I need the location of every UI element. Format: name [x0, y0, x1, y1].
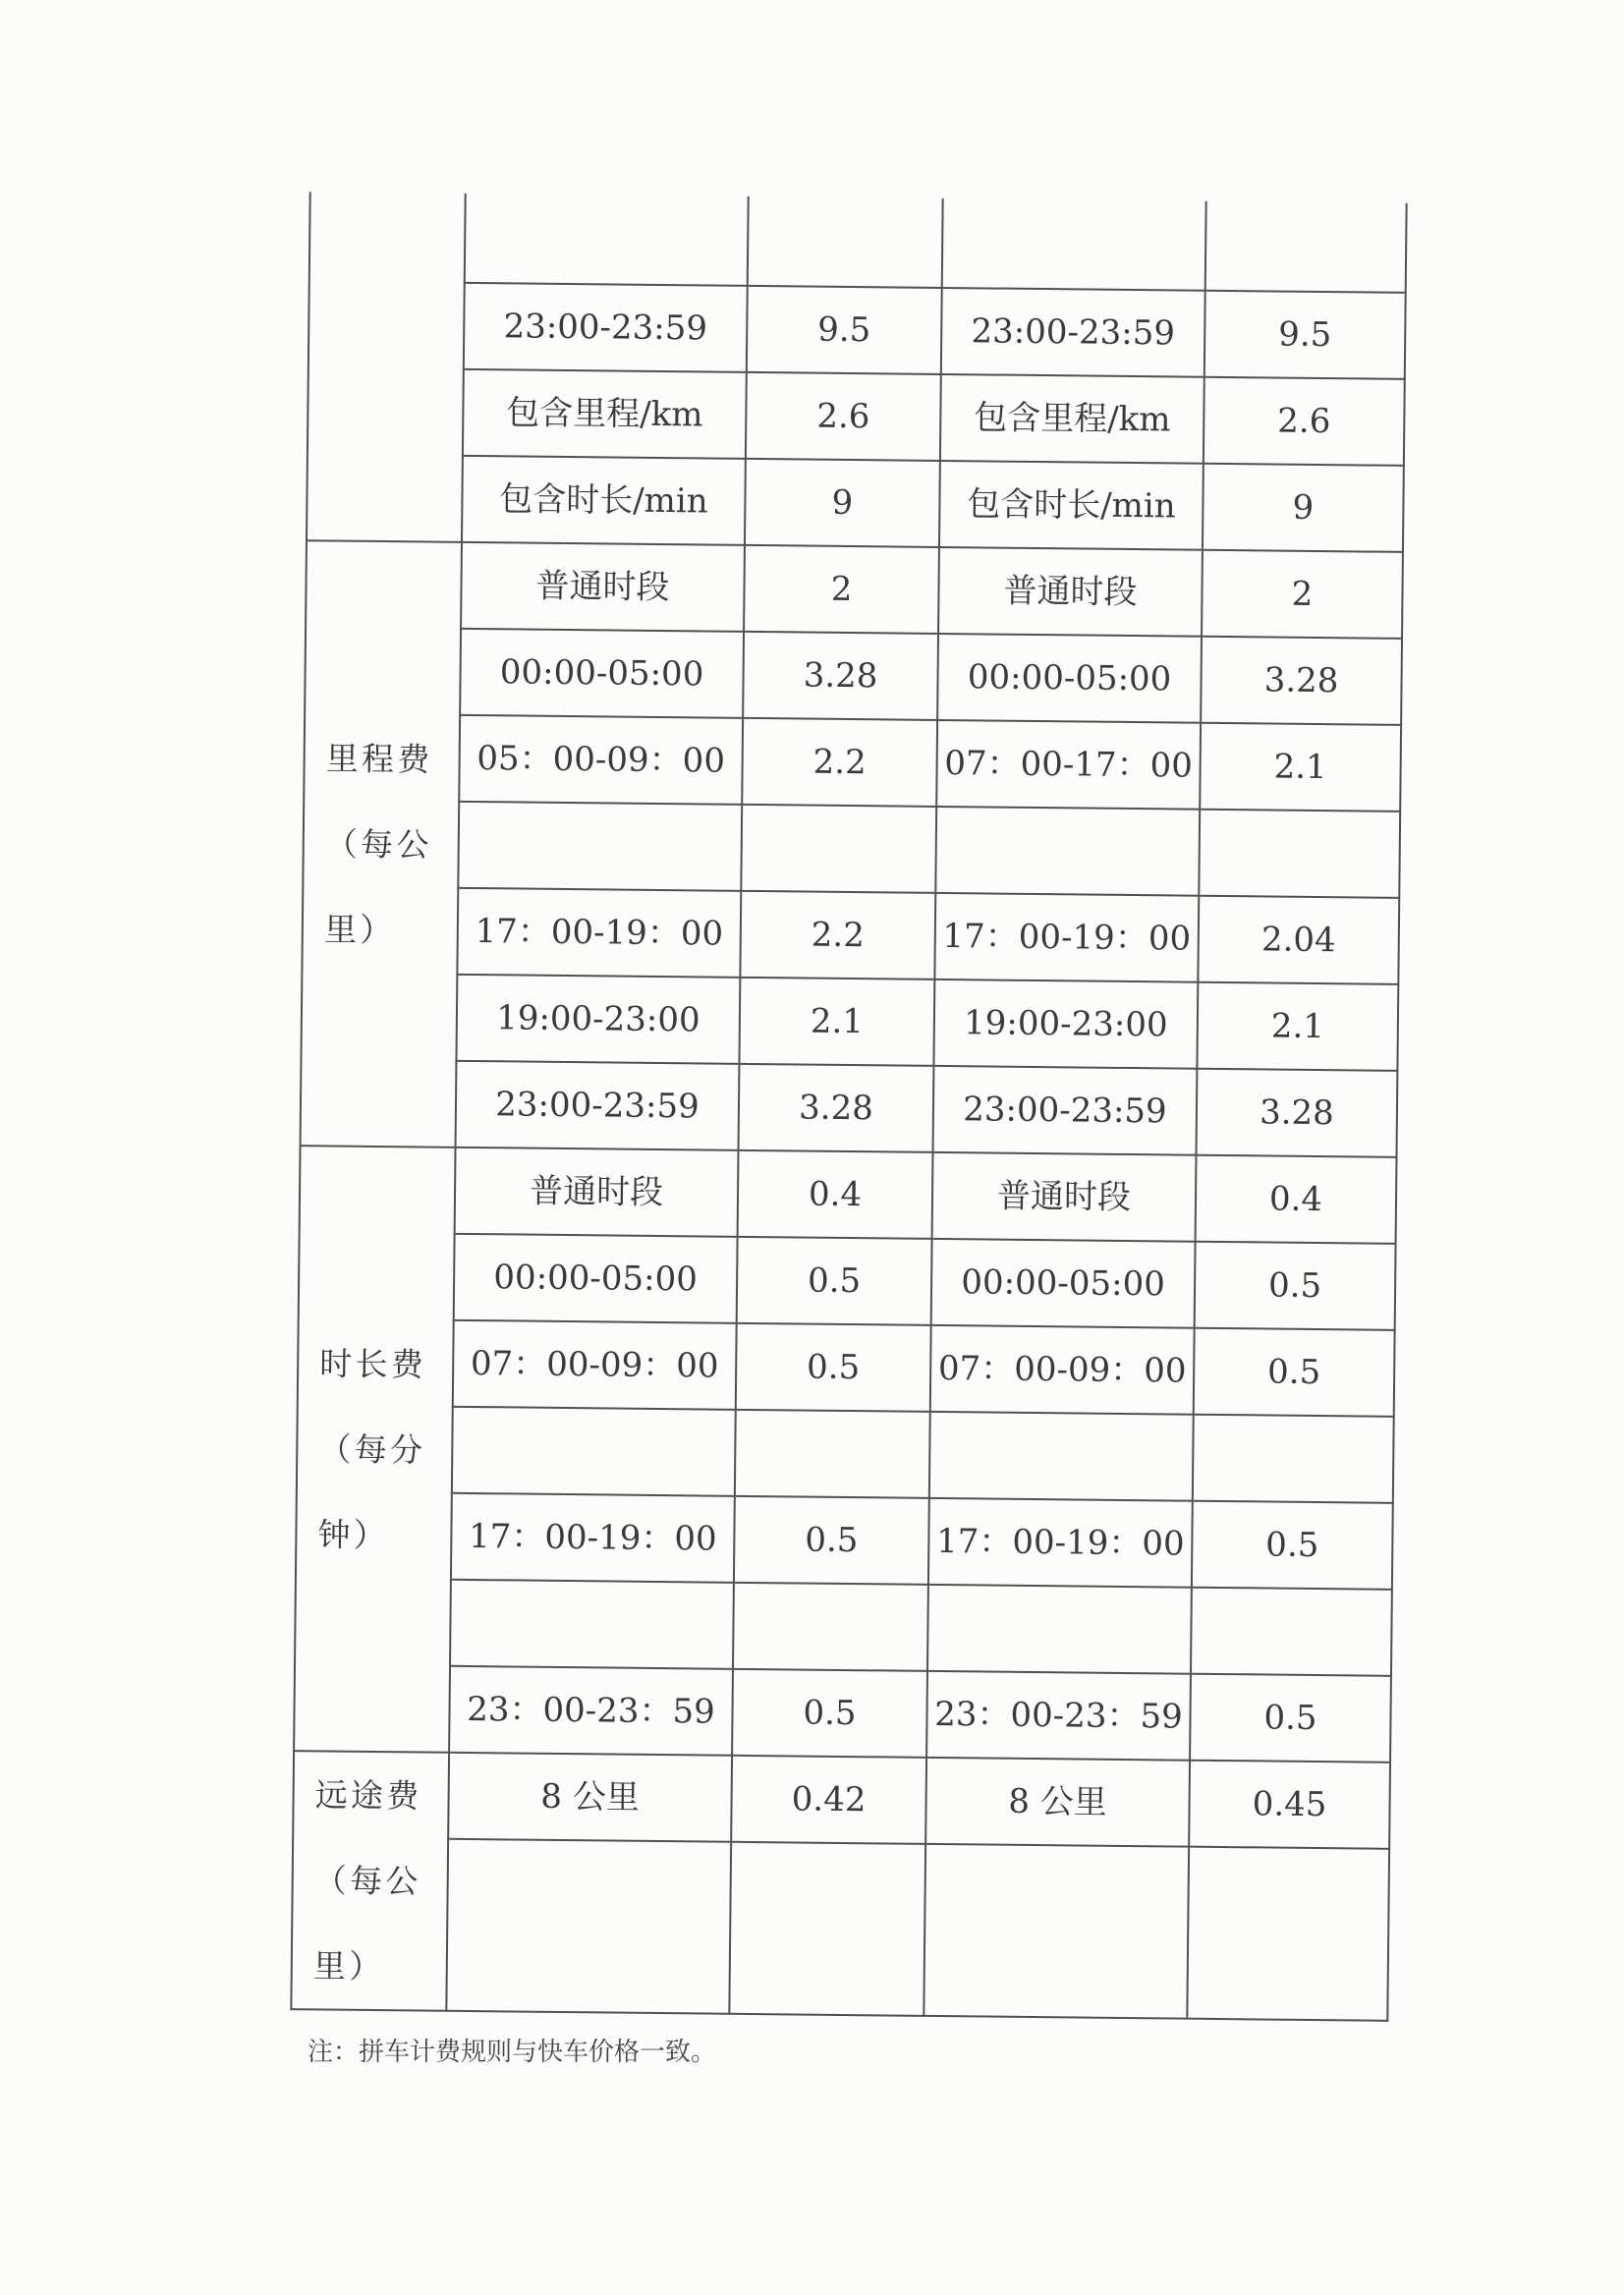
table-row [309, 192, 1407, 293]
period-cell-left: 00:00-05:00 [454, 1234, 738, 1323]
period-cell-left: 07：00-09：00 [453, 1320, 737, 1410]
fee-category-cell [294, 1146, 455, 1753]
price-cell-right [1205, 201, 1407, 293]
fee-category-label: 远途费（每公里） [312, 1775, 422, 1987]
price-cell-right: 2.6 [1204, 377, 1405, 466]
fare-table-body [291, 192, 1406, 2021]
period-cell-left: 17：00-19：00 [457, 888, 741, 978]
price-cell-right: 2.1 [1197, 982, 1398, 1071]
table-row [307, 454, 1404, 552]
price-cell-left: 3.28 [739, 1064, 934, 1152]
period-cell-left: 23：00-23：59 [449, 1666, 733, 1756]
table-row [308, 281, 1406, 379]
table-row [295, 1578, 1392, 1676]
period-cell-right [927, 1585, 1192, 1674]
period-cell-right [935, 807, 1200, 896]
period-cell-left [446, 1839, 731, 2014]
period-cell-right: 8 公里 [925, 1758, 1190, 1847]
fee-category-cell [301, 540, 462, 1148]
price-cell-left: 0.42 [731, 1756, 926, 1844]
table-row [298, 1318, 1395, 1417]
period-cell-left: 普通时段 [455, 1148, 739, 1237]
table-row [306, 540, 1403, 639]
table-row [291, 1837, 1389, 2020]
price-cell-left: 0.5 [736, 1323, 931, 1412]
table-row [293, 1751, 1390, 1849]
price-cell-left: 9 [745, 459, 940, 547]
price-cell-left: 0.4 [738, 1150, 933, 1239]
price-cell-right: 3.28 [1201, 637, 1402, 725]
price-cell-right: 9.5 [1204, 291, 1406, 379]
table-row [294, 1664, 1391, 1763]
price-cell-right [1187, 1847, 1389, 2021]
price-cell-right [1191, 1588, 1392, 1676]
price-cell-left [729, 1842, 925, 2016]
table-row [301, 973, 1398, 1071]
table-row [304, 713, 1401, 812]
period-cell-left: 05：00-09：00 [459, 715, 743, 805]
price-cell-right: 3.28 [1196, 1069, 1397, 1157]
period-cell-right: 07：00-09：00 [930, 1325, 1195, 1415]
period-cell-right: 23：00-23：59 [926, 1671, 1191, 1761]
price-cell-left [735, 1410, 930, 1498]
table-row [301, 1059, 1398, 1157]
fee-category-cell [307, 192, 466, 542]
price-cell-left: 2.2 [742, 718, 937, 807]
price-cell-right: 0.5 [1194, 1328, 1395, 1417]
price-cell-right: 0.5 [1190, 1674, 1391, 1763]
period-cell-right: 00:00-05:00 [931, 1239, 1196, 1328]
period-cell-left: 23:00-23:59 [464, 283, 748, 372]
fee-category-label: 时长费（每分钟） [317, 1343, 427, 1554]
period-cell-right: 普通时段 [932, 1152, 1197, 1242]
period-cell-right: 23:00-23:59 [933, 1066, 1198, 1155]
period-cell-left: 包含时长/min [462, 456, 746, 545]
table-row [303, 800, 1400, 898]
period-cell-left [465, 194, 749, 286]
price-cell-right: 2 [1202, 550, 1403, 639]
price-cell-right [1193, 1415, 1394, 1503]
period-cell-left: 00:00-05:00 [460, 629, 744, 718]
table-row [300, 1146, 1397, 1244]
period-cell-left: 8 公里 [448, 1753, 732, 1842]
price-cell-left: 2.6 [746, 372, 941, 461]
price-cell-right: 2.04 [1198, 896, 1399, 984]
fare-table [290, 192, 1407, 2022]
period-cell-left: 19:00-23:00 [456, 975, 740, 1064]
price-cell-right: 0.5 [1195, 1242, 1396, 1330]
price-cell-right: 0.4 [1196, 1155, 1397, 1244]
price-cell-left: 3.28 [743, 632, 938, 720]
price-cell-left: 0.5 [732, 1669, 927, 1758]
price-cell-left: 2.2 [740, 891, 935, 980]
period-cell-right: 19:00-23:00 [933, 980, 1198, 1069]
period-cell-right: 23:00-23:59 [941, 288, 1205, 377]
period-cell-right: 00:00-05:00 [937, 634, 1202, 723]
period-cell-right: 17：00-19：00 [928, 1498, 1193, 1588]
period-cell-left [452, 1407, 736, 1496]
period-cell-left: 17：00-19：00 [451, 1493, 735, 1583]
period-cell-right: 07：00-17：00 [936, 720, 1201, 810]
period-cell-right [929, 1412, 1194, 1501]
table-row [302, 886, 1399, 984]
period-cell-right: 普通时段 [938, 547, 1203, 637]
price-cell-left [733, 1583, 928, 1671]
period-cell-right: 17：00-19：00 [934, 893, 1199, 982]
table-row [297, 1405, 1394, 1503]
price-cell-left: 2.1 [739, 978, 934, 1066]
price-cell-left: 0.5 [734, 1496, 929, 1585]
period-cell-right [924, 1844, 1189, 2018]
period-cell-left [458, 802, 742, 891]
price-cell-left: 0.5 [737, 1237, 932, 1325]
price-cell-right: 2.1 [1200, 723, 1401, 812]
period-cell-left [450, 1580, 734, 1669]
price-cell-left: 2 [744, 545, 939, 634]
period-cell-right [942, 198, 1206, 291]
table-row [308, 367, 1405, 466]
period-cell-left: 23:00-23:59 [456, 1061, 740, 1150]
table-row [296, 1491, 1393, 1590]
period-cell-right: 包含时长/min [939, 461, 1204, 550]
period-cell-left: 普通时段 [461, 542, 745, 632]
price-cell-left [741, 805, 936, 893]
fee-category-label: 里程费（每公里） [323, 738, 433, 949]
price-cell-left [748, 196, 943, 288]
table-row [299, 1232, 1396, 1330]
footnote: 注：拼车计费规则与快车价格一致。 [308, 2038, 717, 2067]
price-cell-right: 0.5 [1192, 1501, 1393, 1590]
fee-category-cell [291, 1751, 449, 2011]
period-cell-left: 包含里程/km [463, 369, 747, 459]
price-cell-right [1199, 810, 1400, 898]
price-cell-right: 9 [1203, 464, 1404, 552]
table-row [305, 627, 1402, 725]
price-cell-left: 9.5 [747, 286, 942, 374]
period-cell-right: 包含里程/km [940, 374, 1204, 464]
price-cell-right: 0.45 [1189, 1761, 1390, 1849]
